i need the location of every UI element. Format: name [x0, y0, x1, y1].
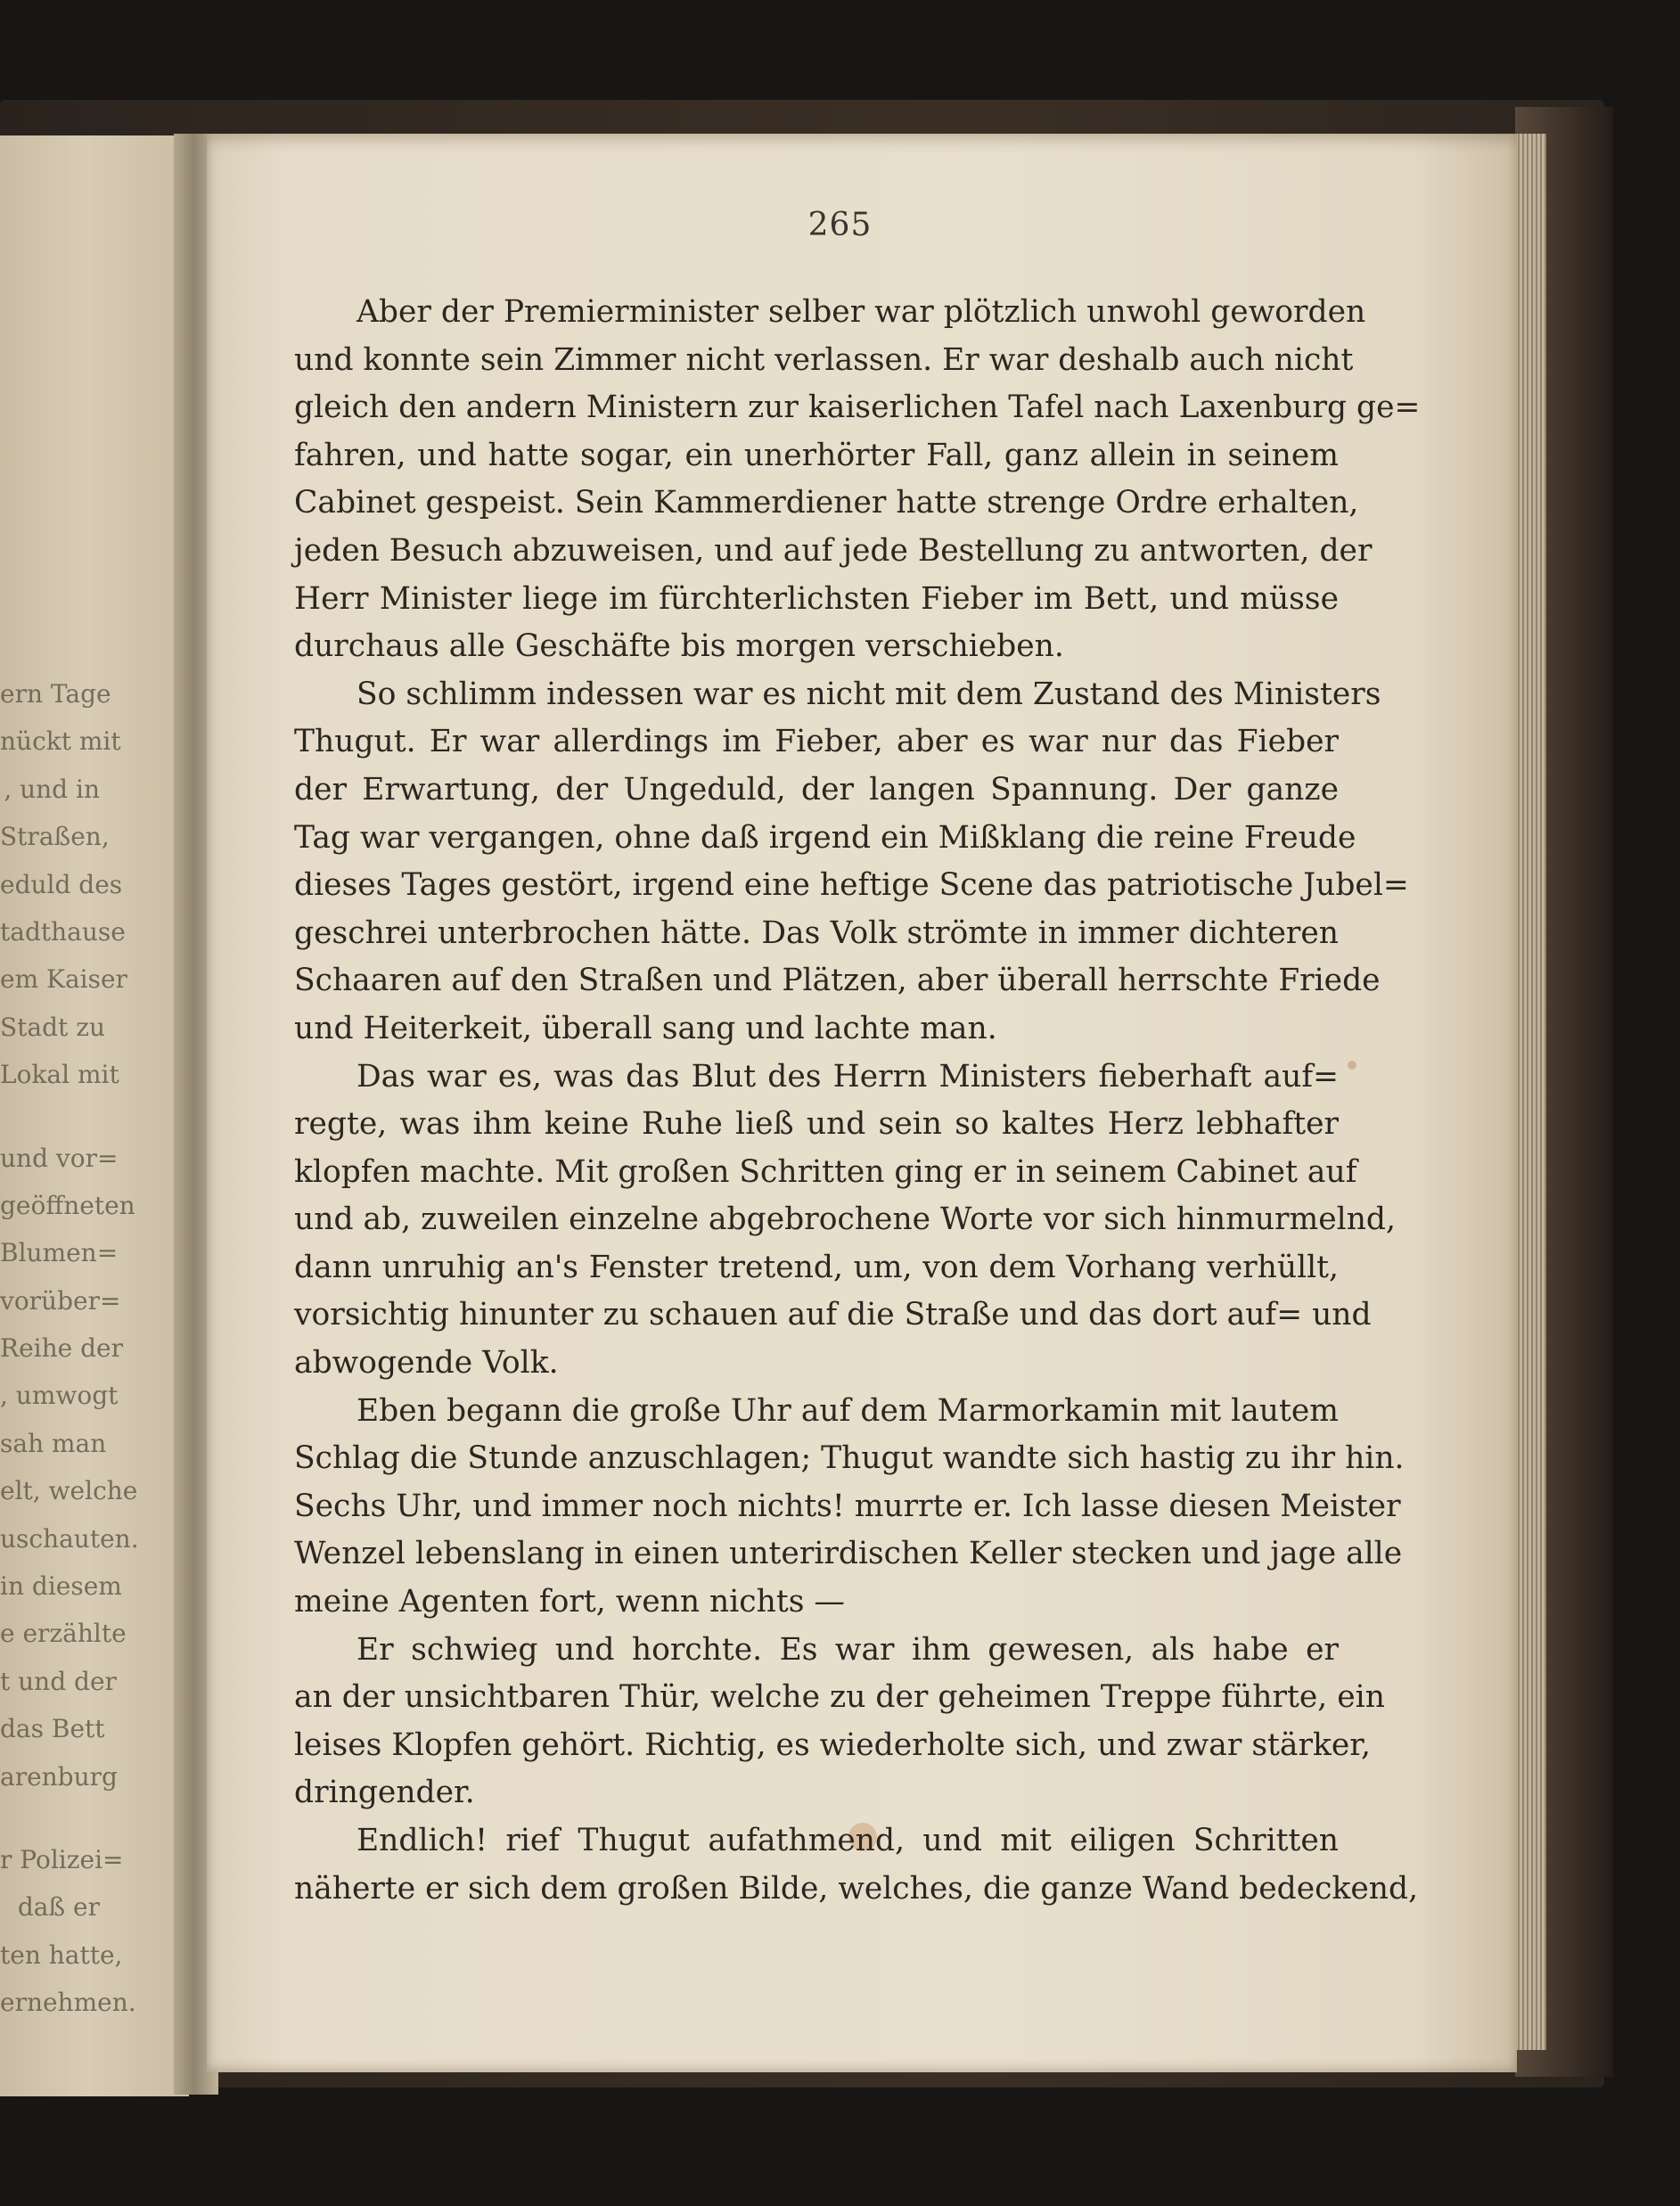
text-line: meine Agenten fort, wenn nichts —	[294, 1584, 845, 1620]
left-page-fragment: arenburg	[0, 1761, 118, 1792]
left-page-fragment: sah man	[0, 1428, 107, 1458]
left-page-text-fragments	[0, 670, 139, 2027]
left-page-fragment: Reihe der	[0, 1333, 123, 1364]
left-page-fragment: , und in	[4, 774, 100, 804]
left-page-fragment: ten hatte,	[0, 1939, 123, 1970]
text-line: Er schwieg und horchte. Es war ihm gewesen, als habe er	[356, 1631, 1339, 1668]
text-line: Eben begann die große Uhr auf dem Marmorkamin mit lautem	[356, 1392, 1339, 1429]
text-line: Das war es, was das Blut des Herrn Ministers fieberhaft auf=	[356, 1058, 1339, 1095]
text-line: gleich den andern Ministern zur kaiserlichen Tafel nach Laxenburg ge=	[294, 390, 1421, 426]
left-page-fragment: nückt mit	[0, 726, 121, 757]
foxing-stain	[1348, 1061, 1356, 1070]
left-page-fragment: tadthause	[0, 916, 126, 947]
left-page-fragment: Lokal mit	[0, 1060, 119, 1090]
left-page-fragment: geöffneten	[0, 1190, 135, 1220]
text-line: geschrei unterbrochen hätte. Das Volk strömte in immer dichteren	[294, 914, 1339, 951]
text-line: Schaaren auf den Straßen und Plätzen, aber überall herrschte Friede	[294, 963, 1381, 999]
text-line: Sechs Uhr, und immer noch nichts! murrte er. Ich lasse diesen Meister	[294, 1488, 1401, 1524]
text-line: So schlimm indessen war es nicht mit dem Zustand des Ministers	[356, 676, 1381, 712]
text-line: und Heiterkeit, überall sang und lachte man.	[294, 1010, 997, 1046]
text-line: regte, was ihm keine Ruhe ließ und sein so kaltes Herz lebhafter	[294, 1106, 1339, 1143]
text-line: leises Klopfen gehört. Richtig, es wiederholte sich, und zwar stärker,	[294, 1726, 1371, 1763]
page-body-text	[294, 289, 1421, 1913]
text-line: Wenzel lebenslang in einen unterirdischen Keller stecken und jage alle	[294, 1536, 1403, 1572]
left-page-fragment: ern Tage	[0, 679, 111, 709]
text-line: dieses Tages gestört, irgend eine heftige Scene das patriotische Jubel=	[294, 867, 1409, 904]
left-page-fragment: t und der	[0, 1666, 117, 1696]
left-page-fragment: und vor=	[0, 1143, 119, 1173]
text-line: näherte er sich dem großen Bilde, welches, die ganze Wand bedeckend,	[294, 1870, 1419, 1907]
left-page-fragment: uschauten.	[0, 1523, 139, 1554]
text-line: Thugut. Er war allerdings im Fieber, aber es war nur das Fieber	[294, 724, 1339, 760]
left-page-fragment: Blumen=	[0, 1238, 119, 1268]
text-line: an der unsichtbaren Thür, welche zu der geheimen Treppe führte, ein	[294, 1679, 1385, 1716]
left-page-fragment: das Bett	[0, 1714, 105, 1744]
left-page-fragment: elt, welche	[0, 1476, 138, 1506]
text-line: vorsichtig hinunter zu schauen auf die Straße und das dort auf= und	[294, 1297, 1372, 1333]
left-page-fragment: r Polizei=	[0, 1844, 124, 1874]
left-page-fragment: vorüber=	[0, 1285, 121, 1316]
page-number: 265	[807, 207, 873, 243]
text-line: fahren, und hatte sogar, ein unerhörter Fall, ganz allein in seinem	[294, 437, 1339, 473]
paragraph-gap	[0, 1099, 100, 1135]
text-line: Schlag die Stunde anzuschlagen; Thugut wandte sich hastig zu ihr hin.	[294, 1440, 1405, 1477]
text-line: Cabinet gespeist. Sein Kammerdiener hatte strenge Ordre erhalten,	[294, 485, 1359, 521]
text-line: durchaus alle Geschäfte bis morgen verschieben.	[294, 628, 1064, 665]
left-page-fragment: eduld des	[0, 869, 123, 899]
left-page-fragment: , umwogt	[0, 1381, 119, 1411]
text-line: Aber der Premierminister selber war plötzlich unwohl geworden	[356, 294, 1366, 330]
left-page-fragment: ernehmen.	[0, 1988, 136, 2018]
text-line: der Erwartung, der Ungeduld, der langen Spannung. Der ganze	[294, 771, 1339, 808]
text-line: Endlich! rief Thugut aufathmend, und mit eiligen Schritten	[356, 1823, 1339, 1858]
paragraph-gap	[0, 1800, 100, 1836]
left-page-fragment: in diesem	[0, 1571, 122, 1602]
left-page-fragment: em Kaiser	[0, 964, 127, 995]
text-line: Tag war vergangen, ohne daß irgend ein Mißklang die reine Freude	[294, 819, 1356, 856]
left-page-fragment: daß er	[17, 1892, 100, 1923]
left-page	[0, 135, 189, 2096]
left-page-fragment: Stadt zu	[0, 1012, 105, 1042]
text-line: dann unruhig an's Fenster tretend, um, von dem Vorhang verhüllt,	[294, 1249, 1339, 1285]
left-page-fragment: Straßen,	[0, 822, 110, 852]
text-line: und ab, zuweilen einzelne abgebrochene Worte vor sich hinmurmelnd,	[294, 1201, 1396, 1238]
text-line: Herr Minister liege im fürchterlichsten Fieber im Bett, und müsse	[294, 580, 1339, 617]
text-line: jeden Besuch abzuweisen, und auf jede Bestellung zu antworten, der	[294, 532, 1373, 569]
text-line: und konnte sein Zimmer nicht verlassen. Er war deshalb auch nicht	[294, 341, 1354, 378]
text-line: klopfen machte. Mit großen Schritten ging er in seinem Cabinet auf	[294, 1153, 1357, 1190]
left-page-fragment: e erzählte	[0, 1619, 127, 1649]
text-line: abwogende Volk.	[294, 1345, 559, 1382]
text-line: dringender.	[294, 1775, 475, 1811]
